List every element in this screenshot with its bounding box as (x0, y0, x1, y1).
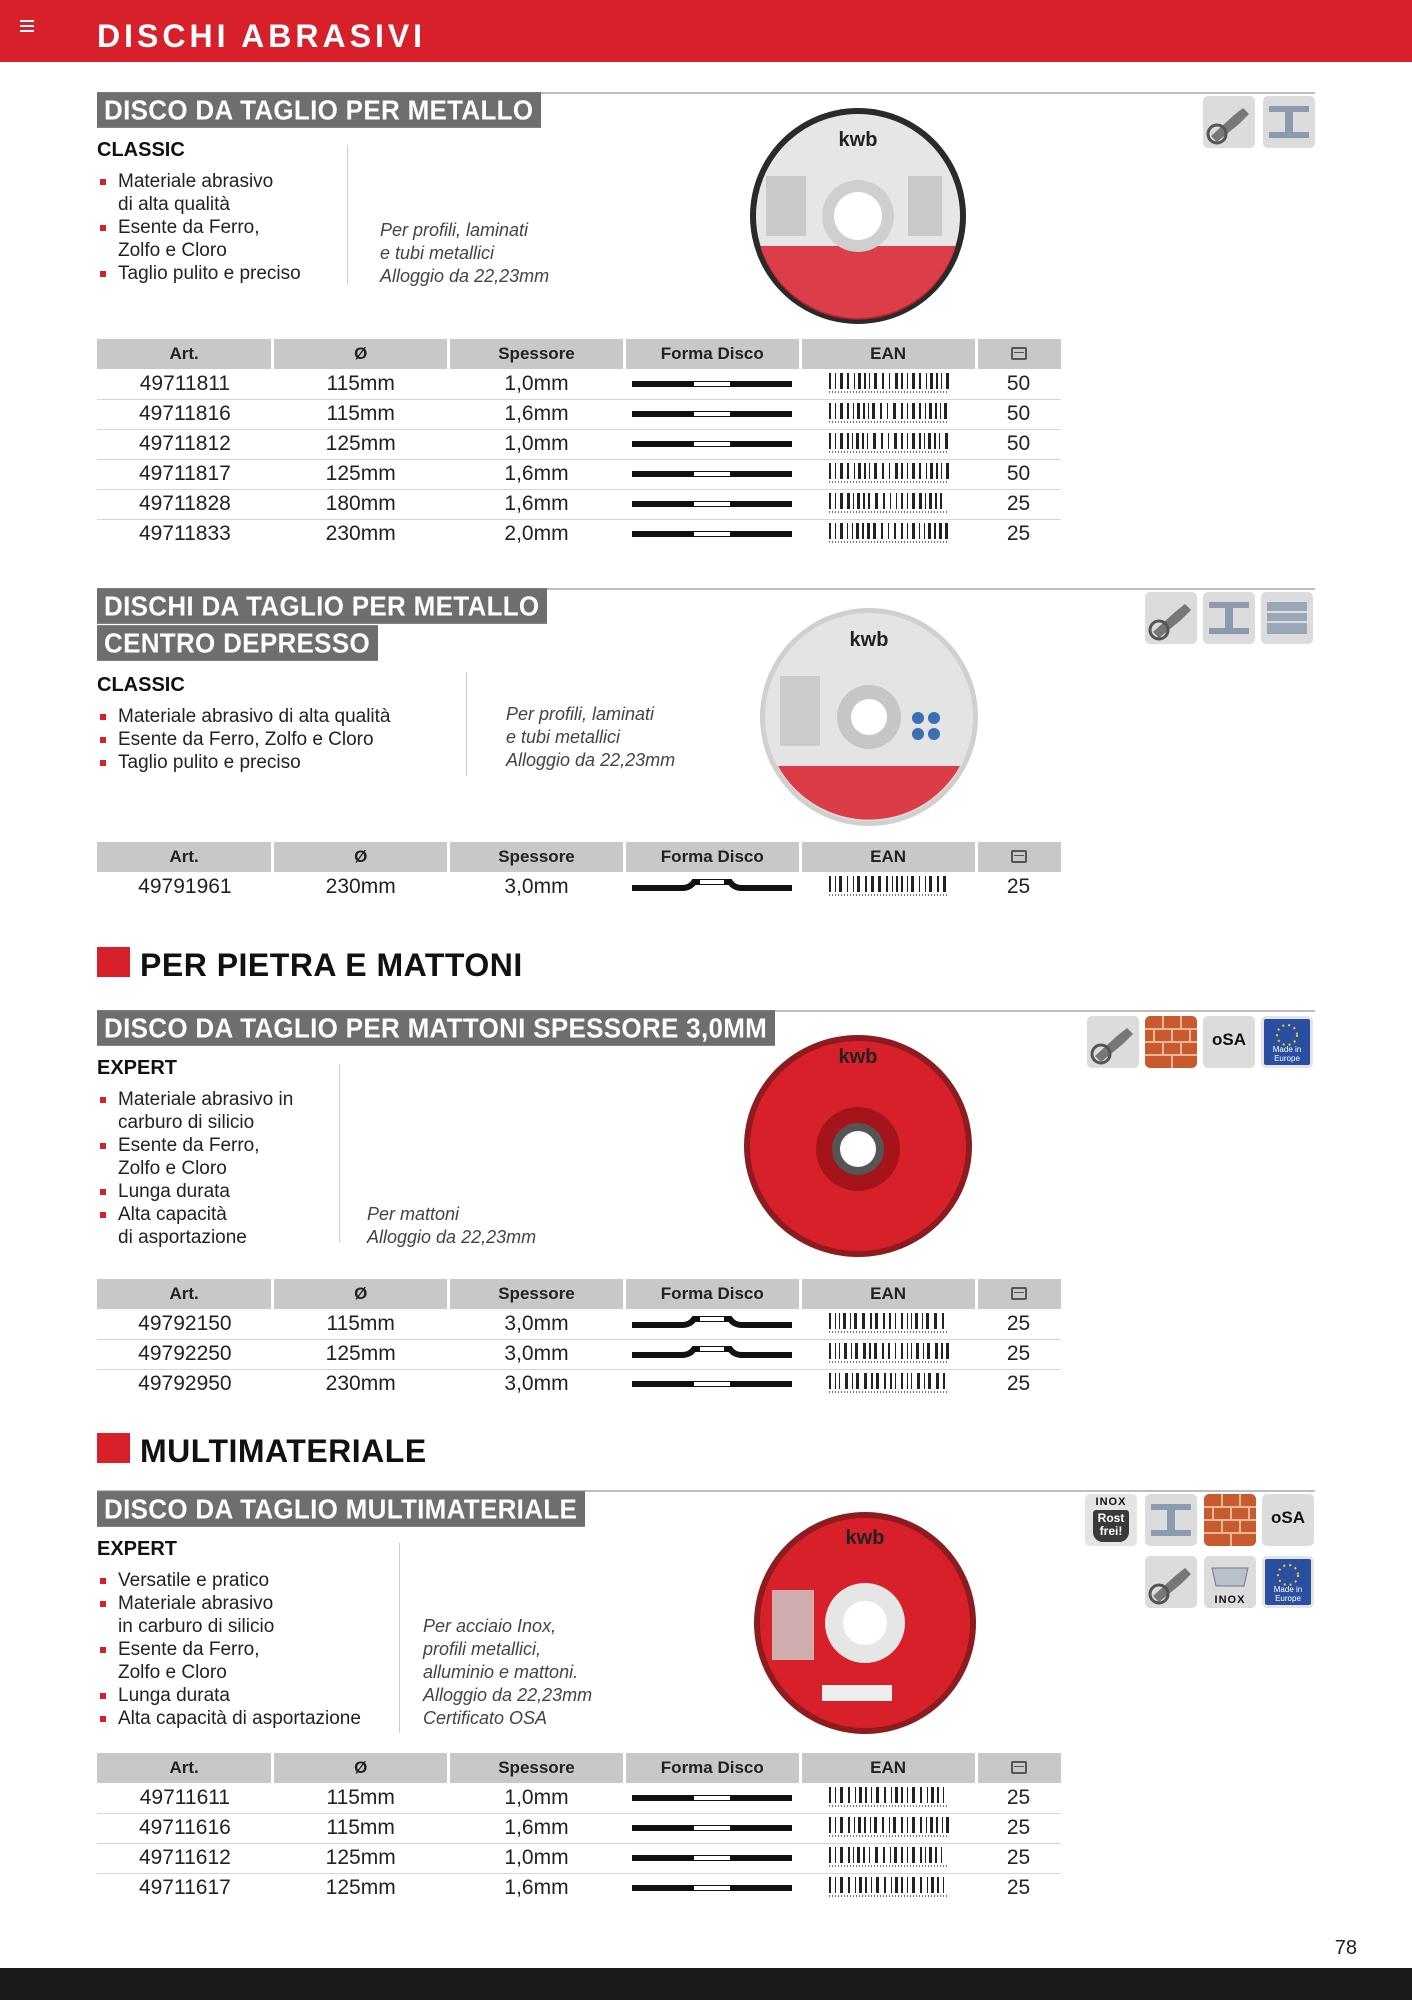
ean-barcode (827, 1877, 949, 1899)
cell-diameter: 125mm (273, 1843, 449, 1873)
disc-image (758, 606, 980, 828)
rost-label: Rost (1097, 1511, 1125, 1525)
cell-shape (624, 1843, 800, 1873)
cell-art: 49711617 (138, 1876, 231, 1900)
cell-diameter: 230mm (325, 522, 396, 546)
feature-item: Materiale abrasivo (97, 1592, 361, 1615)
cell-art: 49791961 (138, 875, 232, 898)
cell-pack: 25 (1006, 522, 1031, 546)
inox-label: INOX (1095, 1496, 1127, 1508)
category-marker (97, 947, 130, 977)
col-diameter: Ø (273, 339, 449, 369)
cell-thickness: 3,0mm (449, 1339, 625, 1369)
feature-item-cont: in carburo di silicio (118, 1616, 275, 1637)
osa-label: oSA (1271, 1508, 1305, 1527)
col-ean: EAN (800, 1753, 976, 1783)
cell-shape (624, 872, 800, 902)
divider-line (339, 1064, 340, 1242)
package-icon (1011, 347, 1027, 360)
flat-disc-profile (632, 1793, 792, 1803)
col-diameter: Ø (273, 1279, 449, 1309)
cell-diameter: 125mm (273, 1339, 449, 1369)
product-title: DISCO DA TAGLIO PER METALLO (97, 92, 541, 128)
feature-list (97, 170, 301, 285)
spec-table-body (97, 1309, 1061, 1399)
table-row (97, 1813, 1061, 1843)
ean-barcode (827, 403, 949, 425)
cell-ean (800, 1309, 976, 1339)
cell-art: 49711812 (97, 429, 273, 459)
feature-item: Alta capacità di asportazione (97, 1707, 361, 1730)
metal-sheet-icon (1261, 592, 1313, 644)
cell-ean (800, 1339, 976, 1369)
cell-ean (800, 1783, 976, 1813)
cell-shape (624, 489, 800, 519)
spec-table-body (97, 1783, 1061, 1903)
cell-ean (800, 1369, 976, 1399)
cell-thickness: 1,0mm (449, 369, 625, 399)
cell-thickness: 3,0mm (504, 875, 569, 898)
feature-item: Versatile e pratico (97, 1569, 361, 1592)
table-row (97, 1369, 1061, 1399)
cell-shape (624, 459, 800, 489)
col-thickness: Spessore (449, 1279, 625, 1309)
cell-pack: 25 (1006, 1876, 1031, 1900)
spec-table (97, 1279, 1061, 1399)
flat-disc-profile (632, 1853, 792, 1863)
depressed-disc-profile (632, 878, 792, 896)
cell-thickness: 1,6mm (449, 489, 625, 519)
cell-ean (800, 369, 976, 399)
feature-item-cont: di asportazione (118, 1227, 247, 1248)
description-line: Alloggio da 22,23mm (423, 1685, 593, 1705)
col-shape: Forma Disco (624, 1279, 800, 1309)
menu-icon[interactable] (20, 20, 34, 32)
steel-beam-icon (1145, 1494, 1197, 1546)
cell-diameter: 115mm (273, 1813, 449, 1843)
cell-shape (624, 1309, 800, 1339)
description-line: alluminio e mattoni. (423, 1662, 579, 1682)
cell-art: 49711811 (97, 369, 273, 399)
col-pack (976, 1753, 1061, 1783)
col-thickness: Spessore (449, 842, 625, 872)
cell-shape (624, 1813, 800, 1843)
cell-shape (624, 1783, 800, 1813)
table-row (97, 429, 1061, 459)
cell-diameter: 125mm (273, 459, 449, 489)
feature-item: Materiale abrasivo di alta qualità (97, 705, 391, 728)
cell-pack: 50 (976, 459, 1061, 489)
cell-thickness: 1,0mm (449, 1843, 625, 1873)
osa-cert-icon (1262, 1494, 1314, 1546)
ean-barcode (827, 1787, 949, 1809)
cell-shape (624, 399, 800, 429)
table-row (97, 519, 1061, 549)
cell-diameter: 115mm (273, 1309, 449, 1339)
cell-art: 49792150 (97, 1309, 273, 1339)
spec-table (97, 1753, 1061, 1903)
cell-diameter: 115mm (273, 369, 449, 399)
cell-diameter: 115mm (273, 1783, 449, 1813)
product-description (380, 219, 549, 288)
cell-ean (800, 1873, 976, 1903)
product-title-line2: CENTRO DEPRESSO (97, 625, 378, 661)
disc-brand-label: kwb (838, 129, 878, 151)
ean-barcode (827, 373, 949, 395)
description-line: Certificato OSA (423, 1708, 548, 1728)
flat-disc-profile (632, 1823, 792, 1833)
col-art: Art. (97, 842, 273, 872)
cell-thickness: 1,0mm (449, 1783, 625, 1813)
angle-grinder-icon (1145, 1556, 1197, 1608)
product-series: EXPERT (97, 1057, 178, 1079)
product-description (506, 703, 675, 772)
page-number: 78 (1334, 1937, 1357, 1959)
feature-item: Esente da Ferro, (97, 216, 301, 239)
table-row (97, 399, 1061, 429)
osa-label: oSA (1212, 1030, 1246, 1049)
feature-list (97, 705, 391, 774)
cell-shape (624, 1873, 800, 1903)
description-line: Per profili, laminati (506, 704, 655, 724)
col-shape: Forma Disco (624, 339, 800, 369)
feature-item-cont: Zolfo e Cloro (118, 240, 227, 261)
spec-table (97, 842, 1061, 902)
frei-label: frei! (1099, 1524, 1123, 1538)
page-title: DISCHI ABRASIVI (97, 18, 427, 54)
spec-table (97, 339, 1061, 549)
cell-shape (624, 1339, 800, 1369)
cell-pack: 25 (1006, 875, 1031, 898)
table-row (97, 459, 1061, 489)
table-row (97, 1309, 1061, 1339)
cell-diameter: 125mm (325, 1876, 396, 1900)
spec-table-body (97, 369, 1061, 549)
cell-ean (800, 429, 976, 459)
feature-list (97, 1088, 293, 1249)
cell-thickness: 2,0mm (504, 522, 569, 546)
package-icon (1011, 850, 1027, 863)
cell-art: 49711816 (97, 399, 273, 429)
cell-ean (800, 519, 976, 549)
cell-art: 49792250 (97, 1339, 273, 1369)
cell-diameter: 115mm (273, 399, 449, 429)
cell-ean (800, 872, 976, 902)
table-row (97, 489, 1061, 519)
steel-beam-icon (1203, 592, 1255, 644)
cell-diameter: 180mm (273, 489, 449, 519)
ean-barcode (827, 1847, 949, 1869)
col-thickness: Spessore (449, 339, 625, 369)
ean-barcode (827, 1313, 949, 1335)
col-diameter: Ø (273, 842, 449, 872)
table-row (97, 1783, 1061, 1813)
brick-icon (1145, 1016, 1197, 1068)
table-row (97, 1339, 1061, 1369)
inox-rust-free-icon (1085, 1494, 1137, 1546)
col-pack (976, 1279, 1061, 1309)
cell-pack: 25 (976, 489, 1061, 519)
divider-line (399, 1543, 400, 1733)
brick-icon (1204, 1494, 1256, 1546)
col-shape: Forma Disco (624, 1753, 800, 1783)
cell-ean (800, 1813, 976, 1843)
disc-brand-label: kwb (838, 1046, 878, 1068)
col-ean: EAN (800, 842, 976, 872)
cell-art: 49711828 (97, 489, 273, 519)
cell-shape (624, 1369, 800, 1399)
cell-pack: 25 (976, 1783, 1061, 1813)
ean-barcode (827, 463, 949, 485)
col-pack (976, 339, 1061, 369)
cell-thickness: 1,6mm (449, 459, 625, 489)
product-series: CLASSIC (97, 674, 185, 696)
product-description (367, 1203, 536, 1249)
cell-shape (624, 369, 800, 399)
product-series: EXPERT (97, 1538, 178, 1560)
disc-image (742, 1033, 974, 1259)
feature-item: Taglio pulito e preciso (97, 751, 391, 774)
flat-disc-profile (632, 529, 792, 539)
table-row (97, 1873, 1061, 1903)
cell-thickness: 3,0mm (504, 1372, 569, 1396)
description-line: Per acciaio Inox, (423, 1616, 557, 1636)
col-art: Art. (97, 1753, 273, 1783)
feature-item: Esente da Ferro, (97, 1638, 361, 1661)
col-ean: EAN (800, 339, 976, 369)
feature-item: Alta capacità (97, 1203, 293, 1226)
cell-pack: 25 (976, 1309, 1061, 1339)
description-line: e tubi metallici (380, 243, 495, 263)
description-line: e tubi metallici (506, 727, 621, 747)
flat-disc-profile (632, 409, 792, 419)
cell-diameter: 230mm (325, 875, 396, 898)
divider-line (347, 145, 348, 285)
cell-pack: 50 (976, 399, 1061, 429)
disc-image (752, 1510, 978, 1736)
product-title: DISCHI DA TAGLIO PER METALLO (97, 588, 547, 624)
cell-ean (800, 399, 976, 429)
cell-thickness: 1,6mm (504, 1876, 569, 1900)
flat-disc-profile (632, 379, 792, 389)
package-icon (1011, 1287, 1027, 1300)
description-line: Alloggio da 22,23mm (506, 750, 676, 770)
flat-disc-profile (632, 499, 792, 509)
cell-thickness: 1,6mm (449, 1813, 625, 1843)
ean-barcode (827, 876, 949, 898)
eu-label: Made in Europe (1272, 1045, 1302, 1063)
ean-barcode (827, 493, 949, 515)
package-icon (1011, 1761, 1027, 1774)
eu-label: Made in Europe (1273, 1585, 1303, 1603)
feature-list (97, 1569, 361, 1730)
ean-barcode (827, 1373, 949, 1395)
category-title: MULTIMATERIALE (140, 1433, 427, 1469)
cell-thickness: 1,6mm (449, 399, 625, 429)
cell-art: 49792950 (138, 1372, 232, 1396)
feature-item: Lunga durata (97, 1180, 293, 1203)
ean-barcode (827, 1343, 949, 1365)
description-line: Per mattoni (367, 1204, 460, 1224)
col-ean: EAN (800, 1279, 976, 1309)
cell-art: 49711817 (97, 459, 273, 489)
cell-shape (624, 519, 800, 549)
spec-table-body (97, 872, 1061, 902)
depressed-disc-profile (632, 1315, 792, 1333)
inox-label: INOX (1214, 1594, 1246, 1606)
cell-ean (800, 489, 976, 519)
made-in-europe-icon (1262, 1556, 1314, 1608)
description-line: Per profili, laminati (380, 220, 529, 240)
product-series: CLASSIC (97, 139, 185, 161)
col-art: Art. (97, 1279, 273, 1309)
cell-diameter: 230mm (325, 1372, 396, 1396)
description-line: Alloggio da 22,23mm (380, 266, 550, 286)
divider-line (466, 672, 467, 776)
cell-art: 49711611 (97, 1783, 273, 1813)
col-thickness: Spessore (449, 1753, 625, 1783)
ean-barcode (827, 433, 949, 455)
cell-pack: 25 (976, 1843, 1061, 1873)
disc-image (748, 106, 968, 326)
flat-disc-profile (632, 469, 792, 479)
flat-disc-profile (632, 1379, 792, 1389)
cell-ean (800, 459, 976, 489)
cell-shape (624, 429, 800, 459)
category-marker (97, 1433, 130, 1463)
feature-item: Lunga durata (97, 1684, 361, 1707)
product-title: DISCO DA TAGLIO PER MATTONI SPESSORE 3,0MM (97, 1010, 775, 1046)
feature-item: Materiale abrasivo (97, 170, 301, 193)
feature-item-cont: carburo di silicio (118, 1112, 255, 1133)
feature-item-cont: di alta qualità (118, 194, 230, 215)
osa-cert-icon (1203, 1016, 1255, 1068)
product-title: DISCO DA TAGLIO MULTIMATERIALE (97, 1491, 585, 1527)
feature-item-cont: Zolfo e Cloro (118, 1158, 227, 1179)
cell-pack: 25 (976, 1813, 1061, 1843)
made-in-europe-icon (1261, 1016, 1313, 1068)
cell-art: 49711612 (97, 1843, 273, 1873)
cell-pack: 50 (976, 429, 1061, 459)
col-shape: Forma Disco (624, 842, 800, 872)
header-bar (0, 0, 1412, 62)
description-line: Alloggio da 22,23mm (367, 1227, 537, 1247)
ean-barcode (827, 523, 949, 545)
cell-thickness: 3,0mm (449, 1309, 625, 1339)
ean-barcode (827, 1817, 949, 1839)
feature-item: Taglio pulito e preciso (97, 262, 301, 285)
inox-sink-icon (1204, 1556, 1256, 1608)
footer-bar (0, 1968, 1412, 2000)
angle-grinder-icon (1203, 96, 1255, 148)
col-diameter: Ø (273, 1753, 449, 1783)
col-art: Art. (97, 339, 273, 369)
cell-art: 49711616 (97, 1813, 273, 1843)
cell-pack: 50 (976, 369, 1061, 399)
feature-item: Esente da Ferro, Zolfo e Cloro (97, 728, 391, 751)
angle-grinder-icon (1145, 592, 1197, 644)
cell-art: 49711833 (138, 522, 231, 546)
steel-beam-icon (1263, 96, 1315, 148)
feature-item-cont: Zolfo e Cloro (118, 1662, 227, 1683)
table-row (97, 369, 1061, 399)
cell-pack: 25 (1006, 1372, 1031, 1396)
cell-pack: 25 (976, 1339, 1061, 1369)
product-description (423, 1615, 592, 1730)
cell-thickness: 1,0mm (449, 429, 625, 459)
angle-grinder-icon (1087, 1016, 1139, 1068)
feature-item: Materiale abrasivo in (97, 1088, 293, 1111)
col-pack (976, 842, 1061, 872)
flat-disc-profile (632, 439, 792, 449)
feature-item: Esente da Ferro, (97, 1134, 293, 1157)
cell-ean (800, 1843, 976, 1873)
description-line: profili metallici, (423, 1639, 542, 1659)
disc-brand-label: kwb (849, 629, 889, 651)
table-row (97, 1843, 1061, 1873)
category-title: PER PIETRA E MATTONI (140, 947, 523, 983)
table-row (97, 872, 1061, 902)
depressed-disc-profile (632, 1345, 792, 1363)
cell-diameter: 125mm (273, 429, 449, 459)
flat-disc-profile (632, 1883, 792, 1893)
disc-brand-label: kwb (845, 1527, 885, 1549)
